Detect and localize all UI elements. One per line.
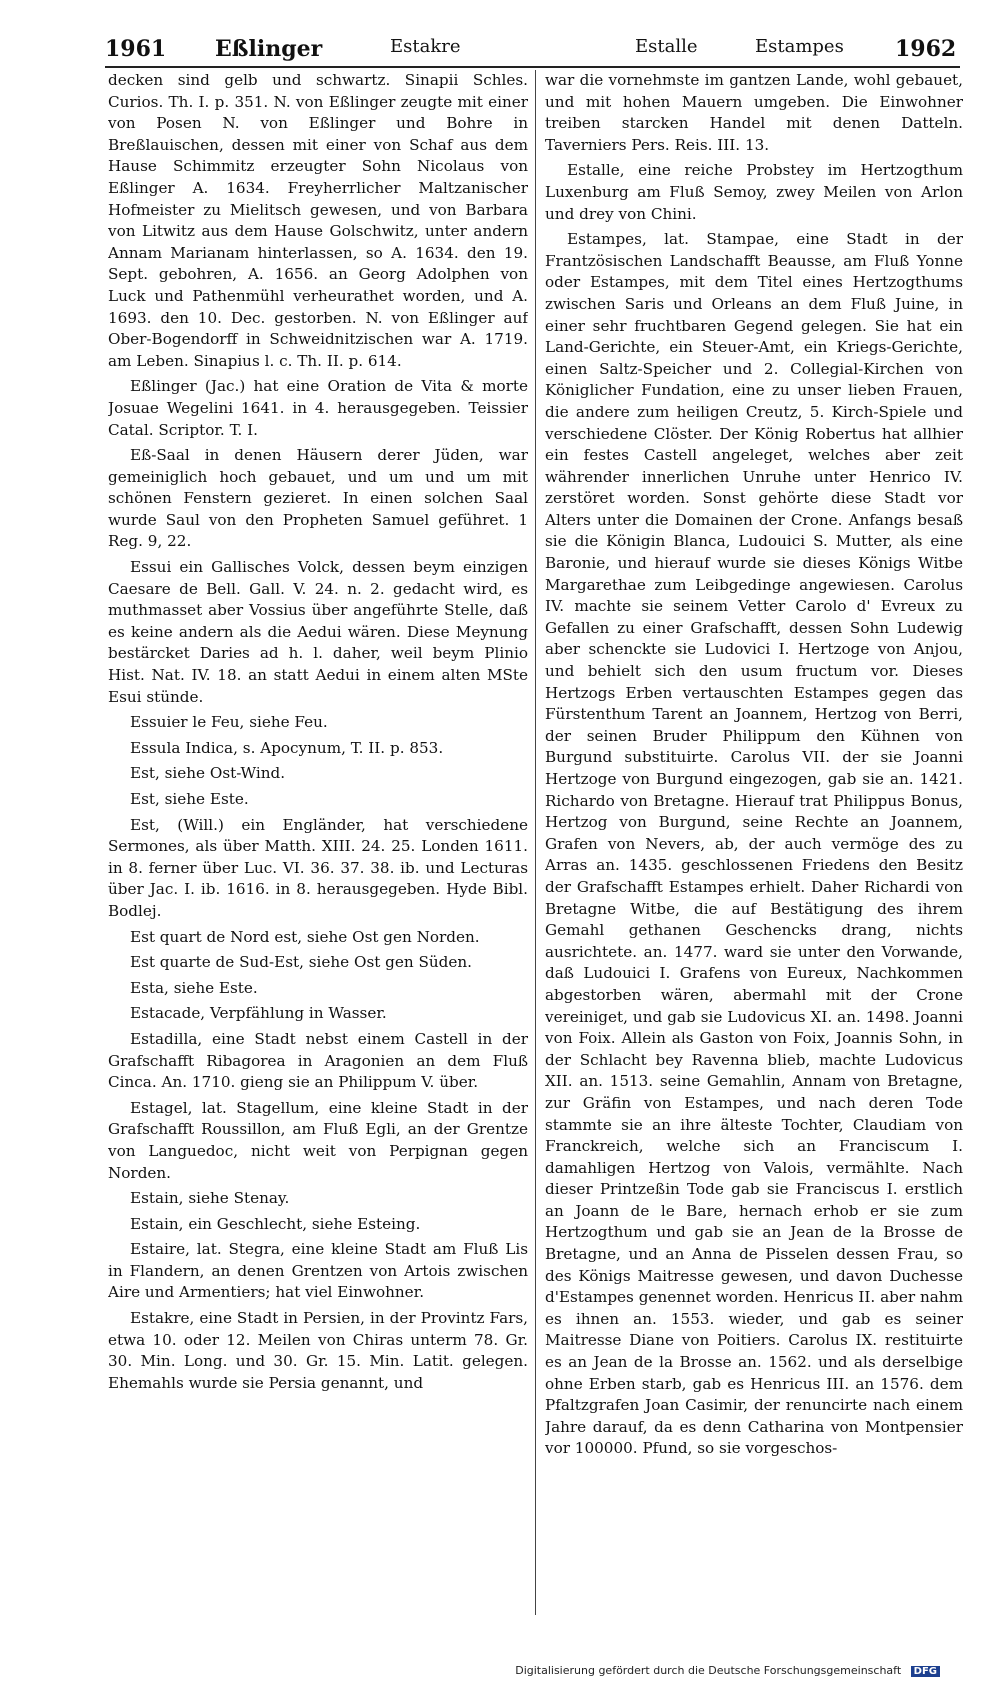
right-column xyxy=(545,70,963,1610)
entry-paragraph: Est, siehe Ost-Wind. xyxy=(130,764,286,783)
entry-paragraph: Estalle, eine reiche Probstey im Hertzogthum Luxenburg am Fluß Semoy, zwey Meilen von Arlon und drey von Chini. xyxy=(545,161,963,223)
left-header-keyword-2: Estakre xyxy=(390,36,461,57)
entry-paragraph: war die vornehmste im gantzen Lande, wohl gebauet, und mit hohen Mauern umgeben. Die Einwohner treiben starcken Handel mit denen Datteln. Taverniers Pers. Reis. III. 13. xyxy=(545,71,963,154)
entry-paragraph: Estain, ein Geschlecht, siehe Esteing. xyxy=(130,1214,421,1233)
entry-paragraph: Estagel, lat. Stagellum, eine kleine Stadt in der Grafschafft Roussillon, am Fluß Egli, an der Grentze von Languedoc, nicht weit von Perpignan gegen Norden. xyxy=(108,1098,528,1182)
right-header-keyword: Estalle xyxy=(635,36,698,57)
entry-paragraph: Est, (Will.) ein Engländer, hat verschiedene Sermones, als über Matth. XIII. 24. 25. Londen 1611. in 8. ferner über Luc. VI. 36. 37. 38. ib. und Lecturas über Jac. I. ib. 1616. in 8. herausgegeben. Hyde Bibl. Bodlej. xyxy=(108,815,528,920)
dfg-logo: DFG xyxy=(911,1666,940,1677)
column-divider xyxy=(535,70,536,1615)
right-header-keyword-2: Estampes xyxy=(755,36,844,57)
right-page-number: 1962 xyxy=(895,36,957,62)
digitization-footer xyxy=(515,1664,940,1677)
entry-paragraph: Eß-Saal in denen Häusern derer Jüden, war gemeiniglich hoch gebauet, und um und um mit schönen Fenstern gezieret. In einen solchen Saal wurde Saul von den Propheten Samuel geführet. 1 Reg. 9, 22. xyxy=(108,446,528,551)
entry-paragraph: Est, siehe Este. xyxy=(130,790,249,808)
entry-paragraph: Essui ein Gallisches Volck, dessen beym einzigen Caesare de Bell. Gall. V. 24. n. 2. gedacht wird, es muthmasset aber Vossius über angeführte Stelle, daß es keine andern als die Aedui wären. Diese Meynung bestärcket Daries ad h. l. daher, weil beym Plinio Hist. Nat. IV. 18. an statt Aedui in einem alten MSte Esui stünde. xyxy=(108,558,528,706)
entry-paragraph: Estaire, lat. Stegra, eine kleine Stadt am Fluß Lis in Flandern, an denen Grentzen von Artois zwischen Aire und Armentiers; hat viel Einwohner. xyxy=(108,1240,528,1302)
entry-paragraph: Eßlinger (Jac.) hat eine Oration de Vita & morte Josuae Wegelini 1641. in 4. herausgegeben. Teissier Catal. Scriptor. T. I. xyxy=(108,377,528,439)
left-column xyxy=(108,70,528,1610)
entry-paragraph: Essula Indica, s. Apocynum, T. II. p. 853. xyxy=(130,738,444,757)
entry-paragraph: Est quarte de Sud-Est, siehe Ost gen Süden. xyxy=(130,953,473,972)
entry-paragraph: Estain, siehe Stenay. xyxy=(130,1189,290,1208)
entry-paragraph: Estampes, lat. Stampae, eine Stadt in der Frantzösischen Landschafft Beausse, am Fluß Yonne oder Estampes, mit dem Titel eines Hertzogthums zwischen Saris und Orleans an dem Fluß Juine, in einer sehr fruchtbaren Gegend gelegen. Sie hat ein Land-Gerichte, ein Steuer-Amt, ein Kriegs-Gerichte, einen Saltz-Speicher und 2. Collegial-Kirchen von Königlicher Fundation, eine zu unser lieben Frauen, die andere zum heiligen Creutz, 5. Kirch-Spiele und verschiedene Clöster. Der König Robertus hat allhier ein festes Castell angeleget, welches aber zeit währender innerlichen Unruhe unter Henrico IV. zerstöret worden. Sonst gehörte diese Stadt vor Alters unter die Domainen der Crone. Anfangs besaß sie die Königin Blanca, Ludouici S. Mutter, als eine Baronie, und hierauf wurde sie dieses Königs Witbe Margarethae zum Leibgedinge angewiesen. Carolus IV. machte sie seinem Vetter Carolo d' Evreux zu Gefallen zu einer Grafschafft, dessen Sohn Ludewig aber schenckte sie Ludovici I. Hertzoge von Anjou, und behielt sich den usum fructum vor. Dieses Hertzogs Erben vertauschten Estampes gegen das Fürstenthum Tarent an Joannem, Hertzog von Berri, der seinen Bruder Philippum den Kühnen von Burgund substituirte. Carolus VII. der sie Joanni Hertzoge von Burgund eingezogen, gab sie an. 1421. Richardo von Bretagne. Hierauf trat Philippus Bonus, Hertzog von Burgund, seine Rechte an Joannem, Grafen von Nevers, ab, der auch vermöge des zu Arras an. 1435. geschlossenen Friedens den Besitz der Grafschafft Estampes erhielt. Daher Richardi von Bretagne Witbe, die auf Bestätigung des ihrem Gemahl gethanen Geschencks drang, nichts ausrichtete. an. 1477. ward sie unter den Vorwande, daß Ludouici I. Grafens von Eureux, Nachkommen abgestorben wären, abermahl mit der Crone vereiniget, und gab sie Ludovicus XI. an. 1498. Joanni von Foix. Allein als Gaston von Foix, Joannis Sohn, in der Schlacht bey Ravenna blieb, machte Ludovicus XII. an. 1513. seine Gemahlin, Annam von Bretagne, zur Gräfin von Estampes, und nach deren Tode stammte sie an ihre älteste Tochter, Claudiam von Franckreich, welche sich an Franciscum I. damahligen Hertzog von Valois, vermählte. Nach dieser Printzeßin Tode gab sie Franciscus I. erstlich an Joann de le Bare, hernach erhob er sie zum Hertzogthum und gab sie an Jean de la Brosse de Bretagne, und an Anna de Pisselen dessen Frau, so des Königs Maitresse gewesen, und davon Duchesse d'Estampes genennet worden. Henricus II. aber nahm es ihnen an. 1553. wieder, und gab es seiner Maitresse Diane von Poitiers. Carolus IX. restituirte es an Jean de la Brosse an. 1562. und als derselbige ohne Erben starb, gab es Henricus III. an 1576. dem Pfaltzgrafen Joan Casimir, der renuncirte nach einem Jahre darauf, da es denn Catharina von Montpensier vor 100000. Pfund, so sie vorgeschos- xyxy=(545,230,963,1458)
footer-text: Digitalisierung gefördert durch die Deutsche Forschungsgemeinschaft xyxy=(515,1664,902,1677)
entry-paragraph: Estacade, Verpfählung in Wasser. xyxy=(130,1004,387,1023)
left-header-keyword: Eßlinger xyxy=(215,36,323,62)
running-header xyxy=(105,30,960,68)
entry-paragraph: Essuier le Feu, siehe Feu. xyxy=(130,713,328,732)
entry-paragraph: Est quart de Nord est, siehe Ost gen Norden. xyxy=(130,927,480,946)
left-page-number: 1961 xyxy=(105,36,167,62)
entry-paragraph: decken sind gelb und schwartz. Sinapii Schles. Curios. Th. I. p. 351. N. von Eßlinger zeugte mit einer von Posen N. von Eßlinger und Bohre in Breßlauischen, dessen mit einer von Schaf aus dem Hause Schimmitz erzeugter Sohn Nicolaus von Eßlinger A. 1634. Freyherrlicher Maltzanischer Hofmeister zu Mielitsch gewesen, und von Barbara von Litwitz aus dem Hause Golschwitz, unter andern Annam Marianam hinterlassen, so A. 1634. den 19. Sept. gebohren, A. 1656. an Georg Adolphen von Luck und Pathenmühl verheurathet worden, und A. 1693. den 10. Dec. gestorben. N. von Eßlinger auf Ober-Bogendorff in Schweidnitzischen war A. 1719. am Leben. Sinapius l. c. Th. II. p. 614. xyxy=(108,71,528,370)
entry-paragraph: Estakre, eine Stadt in Persien, in der Provintz Fars, etwa 10. oder 12. Meilen von Chiras unterm 78. Gr. 30. Min. Long. und 30. Gr. 15. Min. Latit. gelegen. Ehemahls wurde sie Persia genannt, und xyxy=(108,1309,528,1392)
entry-paragraph: Estadilla, eine Stadt nebst einem Castell in der Grafschafft Ribagorea in Aragonien an dem Fluß Cinca. An. 1710. gieng sie an Philippum V. über. xyxy=(108,1029,528,1092)
entry-paragraph: Esta, siehe Este. xyxy=(130,978,258,997)
